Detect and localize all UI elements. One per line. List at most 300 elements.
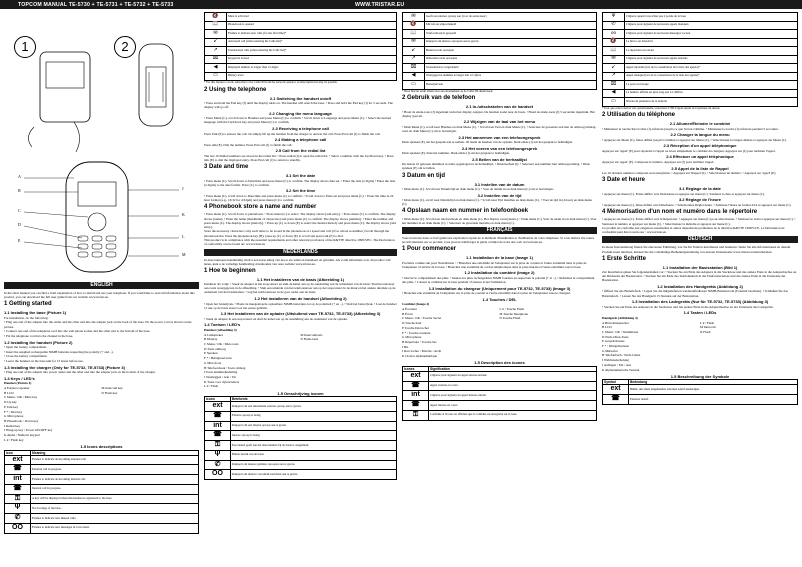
key-item: G Microphone — [402, 335, 422, 340]
text: • Press menu (C). Scroll down to Date/time and press menu (C) to confirm. The display shows date set. • Enter the date (2 digits) • Enter the date (2 digits) to the date format. Press (C) to confirm. — [204, 178, 396, 187]
text: • Leave the handset on the base unit for 15 hours before use. — [4, 359, 84, 364]
heading-2-1: 2.1 Switching the handset on/off — [269, 95, 332, 101]
text: Handgerät (Abbildung 4) — [602, 315, 638, 320]
table-cell: Flashes to indicate new calls (for the first time)* — [227, 30, 397, 39]
phone-illustration — [4, 12, 199, 280]
text: For installation, do the following: — [4, 315, 49, 320]
table-row — [5, 514, 199, 524]
key-list — [4, 386, 199, 442]
key-item: J Neerleggen / Aan / Uit — [204, 374, 236, 379]
lang-dutch: NEDERLANDS — [204, 249, 397, 256]
key-item: I Wahlwiederholung — [602, 358, 629, 363]
mute-icon: 🔇 — [403, 21, 425, 30]
table-cell: Appel interne en cours. — [429, 401, 597, 411]
text: Press Talk (E) to answer the call. Or simply lift up the handset from the charger to answer the call. Press End call (J) to finish the call. — [204, 131, 381, 136]
table-row — [603, 81, 798, 90]
table-row — [205, 470, 397, 480]
phone-icon: ☎ — [205, 431, 231, 441]
table-header: Symbol — [603, 380, 629, 385]
key-item: N Flash-toets — [300, 337, 319, 342]
table-row — [403, 401, 597, 411]
label-j: J — [182, 186, 184, 191]
lang-english: ENGLISH — [4, 282, 199, 289]
column-4 — [602, 12, 798, 405]
table-row — [5, 504, 199, 514]
table-row — [5, 475, 199, 485]
declaration: This product is in compliance with the essential requirements and other relevant provisions of the R&TTE directive 1999/5/EC. The Declaration of conformity can be found on: www.tristar.eu — [204, 238, 395, 247]
intro-nl: In deze beknopte handleiding vindt u een korte uitleg van hoe u uw telefoon installeert en gebruikt. Als u alle informatie over dit product wilt lezen, kunt u de volledige handleiding downloaden van onze website www.tristar.eu. — [204, 257, 391, 266]
heading-nl-3: 3 Datum en tijd — [402, 172, 446, 179]
heading-fr-1: 1 Pour commencer — [402, 246, 457, 253]
table-row — [603, 47, 798, 56]
heading-nl-1-5: 1.5 Omschrijving iconen — [277, 390, 324, 396]
heading-fr-2: 2 Utilisation du téléphone — [602, 112, 676, 119]
key-item: F * / Klingeltontaste — [602, 344, 630, 349]
key-item: J Hang-up key / Power ON/OFF key — [4, 428, 53, 433]
antenna-icon: Ψ — [5, 504, 31, 514]
text: • Insert the supplied rechargeable NiMH batteries respecting the polarity (+ and –). — [4, 349, 114, 354]
lang-german: DEUTSCH — [602, 236, 798, 243]
table-cell: Knippert om nieuwe oproepen aan te geven — [425, 38, 597, 47]
table-row — [205, 411, 397, 421]
text: Zur Installation gehen Sie folgendermaßen vor: • Stecken Sie ein Ende des Adapters in die Steckdose und das andere Ende in die Adapterbuchse an der Rückseite der Basisstation. • Stecken Sie ein Ende des Telefonkabels in die Telefonsteckdose und das andere Ende in die Unterseite der Basisstation. — [602, 270, 797, 283]
key-item: C Menu / OK / Touche Secret — [402, 316, 442, 321]
key-item: N Flash key — [101, 390, 118, 395]
text: • Druk Menu (C), scroll naar Handset en druk Menu (C). • Scroll naar Taal en druk Menu (C). • Selecteer de gewenste taal met de omhoog/omlaag-toets en druk Menu (C) om te bevestigen. — [402, 124, 597, 133]
table-cell: Appel externe en cours. — [429, 381, 597, 391]
table-cell: Keypad is locked — [227, 55, 397, 64]
heading-2-3: 2.3 Receiving a telephone call — [272, 126, 329, 132]
table-cell: Appel manqué (lors de la consultation de la liste des appels)* — [625, 72, 798, 81]
label-e: E — [18, 238, 21, 243]
new-call-icon: ✉ — [403, 13, 425, 22]
table-cell: Battery level — [227, 72, 397, 81]
table-row — [5, 465, 199, 475]
intro-fr: Vous trouverez dans ce bref guide une explication rapide de la méthode d'installation et d'utilisation de votre téléphone. Si vous désirez lire toutes les informations sur ce produit, vous pouvez télécharger le guide complet de notre site web www.tristar.eu. — [402, 236, 595, 245]
key-item: B Display — [204, 337, 218, 342]
voicemail-icon: oo — [603, 30, 625, 39]
heading-fr-1-5: 1.5 Description des icones — [474, 360, 525, 366]
table-cell: Interne oproep is bezig. — [231, 431, 397, 441]
heading-fr-3-2: 3.2 Réglage de l'heure — [678, 197, 722, 203]
table-cell: Clignote pour signaler de nouveaux appels manqués — [625, 21, 798, 30]
text: • Ouvrez le compartiment des piles. • Insérez les piles rechargeables NiMH fournies en respectant la polarité (+ et –). • Refermez le compartiment des piles. • Laissez le combiné sur la base pendant 15 heures avant l'utilisation. — [402, 275, 595, 285]
table-cell: Answered call (when entering the Calls list)* — [227, 38, 397, 47]
table-cell: Internal call in progress. — [31, 484, 199, 494]
table-header: Icon — [5, 450, 31, 455]
key-item: C Menu / OK / Mute toets — [204, 341, 239, 346]
key-item: B LCD — [602, 325, 612, 330]
key-item: F * / Touche sonnerie — [402, 330, 431, 335]
key-item: K Alpha / Numeric keypad — [4, 433, 40, 438]
table-cell: Batterijniveau — [425, 81, 597, 90]
table-row — [5, 455, 199, 465]
key-icon: ⚿ — [5, 494, 31, 504]
keylock-icon: ⌧ — [205, 55, 227, 64]
battery-icon: ▭ — [403, 81, 425, 90]
table-row — [205, 21, 397, 30]
heading-nl-1-2: 1.2 Het installeren van de handset (Afbeelding 2) — [254, 296, 347, 302]
heading-fr-1-4: 1.4 Touches / DEL — [482, 296, 517, 302]
text: The last 10 dialled numbers are stored in the redial list. • Press redial (I) to open the redial list. • Select a number with the Up/Down key. • Press talk (E) to dial the displayed entry. Press End call (J) to return to standby. — [204, 153, 394, 162]
arrow-icon: ◀ — [205, 64, 227, 73]
table-cell: Flashes to indicate new missed calls. — [31, 514, 199, 524]
heading-nl-2-5: 2.5 Bellen van de herhaallijst — [472, 156, 527, 162]
key-item: N Flash — [700, 329, 711, 334]
key-item: E Spreken — [204, 351, 218, 356]
table-cell: A key will be displayed when this handset is registered to the base. — [31, 494, 199, 504]
table-cell: Appel répondu (lors de la consultation de la liste des appels)* — [625, 64, 798, 73]
text: Combiné (Image 4) — [402, 302, 430, 307]
key-list-nl — [204, 333, 397, 389]
heading-fr-1-2: 1.2 Installation du combiné (Image 2) — [464, 270, 535, 276]
ext-icon: ext — [603, 385, 629, 395]
table-row — [205, 64, 397, 73]
text: Les 10 derniers numéros composés sont enregistrés. • Appuyez sur 'Rappel' (I). • Sélectionnez un numéro. • Appuyez sur 'appel' (E). — [602, 171, 777, 176]
heading-fr-2-3: 2.3 Réception d'un appel téléphonique — [663, 143, 737, 149]
heading-de-1-2: 1.2 Installation des Handgeräts (Abbildung 2) — [657, 283, 743, 289]
table-cell: Weergegeven nummer is langer dan 12 cijfers — [425, 72, 597, 81]
icon-table-nl — [204, 396, 397, 480]
table-row — [603, 21, 798, 30]
figure-number-1: 1 — [14, 36, 36, 58]
key-item: E Talk key — [4, 404, 19, 409]
heading-2: 2 Using the telephone — [204, 86, 267, 93]
unanswered-call-icon: ↗ — [205, 47, 227, 56]
key-item: G Microphone — [4, 414, 24, 419]
heading-nl-1: 1 Hoe te beginnen — [204, 267, 256, 274]
table-row — [205, 460, 397, 470]
icon-table-fr-2 — [602, 12, 798, 107]
heading-de-1: 1 Erste Schritte — [602, 255, 647, 262]
voicemail-icon: OO — [205, 470, 231, 480]
table-cell: Clignote pour signaler de nouveaux appels entrants — [625, 55, 798, 64]
heading-de-1-5: 1.5 Beschreibung der Symbole — [670, 373, 730, 379]
table-cell: Buiten bereik van de basis. — [231, 450, 397, 460]
label-d: D — [18, 222, 21, 227]
table-cell: Externer Anruf. — [629, 395, 798, 405]
key-item: D Toets omhoog — [204, 346, 226, 351]
text: Appuyez sur 'appel' (E). Composez le numéro. Appuyez sur (J) pour terminer l'appel. — [602, 159, 715, 164]
illustrations — [4, 12, 199, 280]
table-row — [603, 30, 798, 39]
heading-3-1: 3.1 Set the date — [285, 173, 316, 178]
heading-1-5: 1.5 Icons descriptions — [80, 444, 123, 450]
battery-icon: ▭ — [205, 72, 227, 81]
key-item: J Auflegen / Ein / Aus — [602, 362, 632, 367]
table-row — [403, 391, 597, 401]
table-row — [403, 38, 597, 47]
heading-nl-1-4: 1.4 Toetsen / LED's — [204, 322, 241, 328]
table-row — [403, 381, 597, 391]
table-cell: Beantwoorde oproepen — [425, 47, 597, 56]
heading-nl-2-1: 2.1 In-/uitschakelen van de handset — [465, 104, 534, 110]
int-icon: int — [205, 421, 231, 431]
key-item: G Mikrofon — [602, 348, 618, 353]
new-call-icon: ✉ — [205, 30, 227, 39]
table-cell: Microfoon uitgeschakeld — [425, 21, 597, 30]
text: Druk spreken (E). Kies het nummer. Druk einde (J) om het gesprek te beëindigen. — [402, 151, 511, 156]
text: De laatste 10 gekozen nummers worden opgeslagen in de herhaallijst. • Druk herhaal (I). • Selecteer een nummer met omhoog/omlaag. • Druk spreken (E) om te bellen. — [402, 162, 590, 171]
table-row — [403, 72, 597, 81]
ext-icon: ext — [5, 455, 31, 465]
heading-1-1: 1.1 Installing the base (Picture 1) — [4, 310, 67, 316]
table-row — [205, 38, 397, 47]
table-row — [603, 55, 798, 64]
text: • Houd de einde-toets (J) ingedrukt totdat het display aangaat. De handset zoekt naar de basis. • Houd de einde-toets (J) 5 seconden ingedrukt. Het display gaat uit. — [402, 109, 595, 118]
key-item: F * / Dial key — [4, 409, 23, 414]
label-a: A — [18, 174, 21, 179]
heading-fr-3-1: 3.1 Réglage de la date — [679, 186, 721, 192]
text: Handset (Afbeelding 4) — [204, 327, 237, 332]
key-item: H Telefoonboek / Toets omlaag — [204, 365, 246, 370]
table-cell: Mute is activated — [227, 13, 397, 22]
table-cell: Not in range of the base. — [31, 504, 199, 514]
text: • Plug one end of the adapter into the outlet and the other end into the adapter jack on the back of the base. Fit the power cord as shown on the picture. — [4, 320, 192, 329]
key-item: D Touche haut — [402, 321, 422, 326]
text: • Connect one end of the telephone cord into the wall phone socket and the other end to the bottom of the base. — [4, 329, 151, 334]
heading-2-5: 2.5 Call from the redial list — [275, 148, 326, 154]
heading-1-2: 1.2 Installing the handset (Picture 2) — [4, 339, 73, 345]
table-header: Icoon — [205, 397, 231, 402]
icon-table-fr — [402, 366, 597, 421]
heading-nl-1-1: 1.1 Het installeren van de basis (Afbeelding 1) — [256, 276, 345, 282]
heading-fr-2-5: 2.5 Appel de la liste de Rappel — [671, 165, 729, 171]
table-row — [603, 395, 798, 405]
intro-de: In dieser Kurzanleitung finden Sie eine kurze Erklärung, wie Sie Ihr Telefon installieren und benutzen. Wenn Sie alle Informationen zu diesem Produkt lesen möchten, können Sie die vollständige Bedienungsanleitung von unserer Internetseite www.tristar.eu herunterladen. — [602, 245, 791, 254]
table-cell: Knippert om een interne oproep aan te geven. — [231, 421, 397, 431]
table-cell: Een sleutel geeft aan dat deze handset bij de basis is aangemeld. — [231, 441, 397, 451]
table-cell: Le micro est désactivé — [625, 38, 798, 47]
missed-call-icon: ✆ — [5, 514, 31, 524]
phone-icon: ☎ — [205, 411, 231, 421]
table-cell: Unanswered calls (when entering the Calls list)* — [227, 47, 397, 56]
header-bar — [0, 0, 802, 9]
table-row — [403, 410, 597, 420]
table-header: Icones — [403, 366, 429, 371]
table-header: Bedeutung — [629, 380, 798, 385]
intro-en: In the short manual you can find a brief explanation of how to install and use your telephone. If you would like to read all information about this product, you can download the full user guide from our website www.tristar.eu. — [4, 291, 195, 300]
icon-table-nl-2 — [402, 12, 597, 90]
table-cell: Flashes to indicate an incoming external call. — [31, 455, 199, 465]
key-item: L # / Flash key — [4, 437, 24, 442]
table-row — [403, 64, 597, 73]
heading-nl-2-3: 2.3 Het aannemen van een telefoongesprek — [458, 134, 541, 140]
heading-fr-2-2: 2.2 Changer la langue du menu — [670, 132, 730, 138]
key-item: F * / Belsignaal toets — [204, 356, 232, 361]
key-item: H Phonebook / Down key — [4, 419, 39, 423]
table-cell: Flashes to indicate new messages in voice mail. — [31, 523, 199, 533]
table-cell: Confirme si l'icone est affichée que le combiné est enregistré sur la base. — [429, 410, 597, 420]
heading-2-2: 2.2 Changing the menu language — [269, 110, 332, 116]
text: • Appuyez sur menu (C). Faites défiler vers le Répertoire. • Appuyez sur menu (C) pour sélectionner. • Saisissez le nom et appuyez sur menu (C). • Saisissez le numéro et appuyez sur menu (C). • Sélectionnez la mélodie et appuyez sur menu (C). — [602, 217, 796, 226]
table-cell: Displayed number is longer than 12 digits — [227, 64, 397, 73]
int-icon: int — [5, 475, 31, 485]
envelope-icon: ✉ — [403, 38, 425, 47]
text: Appuyez sur 'appel' (E) pour répondre à l'appel ou levez simplement le combiné du chargeur. Appuyez sur (J) pour terminer l'appel. — [602, 148, 776, 153]
ext-icon: ext — [403, 371, 429, 381]
table-cell: Telefoonboek is geopend — [425, 30, 597, 39]
antenna-icon: Ψ — [205, 450, 231, 460]
table-row — [403, 371, 597, 381]
text: • Appuyez sur Menu (C), faites défiler jusqu'à Combiné et appuyez sur Menu (C). • Sélectionnez la langue désirée et appuyez sur Menu (C). — [602, 137, 787, 142]
key-item: L # / Flash — [700, 320, 715, 325]
key-list-fr — [402, 307, 597, 359]
table-cell: Geeft een nieuwe oproep aan (voor de eerste keer) — [425, 13, 597, 22]
phonebook-icon: 📖 — [403, 30, 425, 39]
table-row — [205, 431, 397, 441]
key-item: N Touche Flash — [499, 316, 521, 321]
key-item: A Luidspreker — [204, 332, 223, 337]
key-item: I Bis — [402, 344, 409, 349]
table-cell: Clignote pour signaler un appel interne entrant. — [429, 391, 597, 401]
text: • Druk menu (C). Scroll naar Datum/tijd en druk menu (C). • Voer de datum in en druk menu (C) om te bevestigen. — [402, 187, 554, 191]
text: • Druk menu (C), scroll naar Datum/tijd en druk menu (C). • Scroll naar Tijd instellen en druk menu (C). • Voer de tijd in (24 uur) en druk menu (C). — [402, 198, 592, 207]
table-row — [205, 421, 397, 431]
table-header: Meaning — [31, 450, 199, 455]
key-item: A Earpiece speaker — [4, 386, 30, 391]
footnote: * For this feature to work, subscribe to the Caller ID from the network operator. A subscription fee may be payable. — [204, 80, 338, 84]
heading-fr-1-1: 1.1 Installation de la base (Image 1) — [466, 255, 533, 261]
text: Handset (Picture 4) — [4, 381, 32, 386]
key-item: I Toets nummerherhaling — [204, 370, 238, 375]
heading-nl-3-2: 3.2 Instellen van de tijd — [477, 192, 522, 198]
table-row — [403, 47, 597, 56]
table-row — [5, 523, 199, 533]
text: • Steek de adapter in een stopcontact en sluit de kabel aan op de aansluiting aan de onderkant van de oplader. — [204, 316, 348, 321]
key-item: M Intercom — [700, 325, 716, 330]
table-row — [603, 13, 798, 22]
heading-fr-1-3: 1.3 Installation du chargeur (Uniquement pour TE-5732, TE-5733) (Image 3) — [428, 285, 571, 291]
text: • Press Menu (C), scroll down to Handset and press Menu (C) to confirm. • Scroll down to Language and press Menu (C). • Select the desired language with the Up/Down key and press Menu (C) to confirm. — [204, 116, 392, 125]
label-k: K — [182, 212, 185, 217]
site-url: WWW.TRISTAR.EU — [355, 1, 405, 8]
heading-nl-2: 2 Gebruik van de telefoon — [402, 95, 476, 102]
table-row — [603, 38, 798, 47]
footnote: * Deze functie werkt alleen als u een abonnement op de Caller ID-dienst heeft. — [402, 88, 494, 93]
table-cell: External call in progress. — [31, 465, 199, 475]
table-cell: Niveau de puissance de la batterie — [625, 98, 798, 107]
heading-de-1-3: 1.3 Installation des Ladegeräts (Nur für TE-5732, TE-5733) (Abbildung 3) — [631, 299, 769, 305]
text: • Fix the telephone cord into the channel in the base. — [4, 333, 74, 338]
envelope-icon: ✉ — [603, 55, 625, 64]
text: • Branchez une extrémité de l'adaptateur sur la prise de courant et l'autre extrémité dans la prise de l'adaptateur sous le chargeur. — [402, 291, 571, 296]
heading-fr-2-1: 2.1 Allumer/Éteindre le combiné — [669, 121, 731, 127]
key-item: E Gesprächstaste — [602, 339, 625, 344]
table-row — [403, 55, 597, 64]
heading-fr-4: 4 Mémorisation d'un nom et numéro dans le répertoire — [602, 208, 758, 215]
heading-de-1-4: 1.4 Tasten / LEDs — [683, 310, 717, 316]
table-cell: Knippert om een inkomende externe oproep aan te geven. — [231, 402, 397, 412]
table-row — [205, 441, 397, 451]
heading-nl-2-2: 2.2 Wijzigen van de taal van het menu — [463, 119, 536, 125]
table-row — [5, 484, 199, 494]
key-list-de — [602, 321, 798, 373]
heading-nl-3-1: 3.1 Instellen van de datum — [474, 181, 525, 187]
table-cell: Knippert om nieuwe gemiste oproepen aan te geven. — [231, 460, 397, 470]
key-item: B Écran — [402, 311, 413, 316]
icon-table-en-2 — [204, 12, 397, 81]
key-item: K Clavier alphanumérique — [402, 354, 437, 359]
heading-fr-2-4: 2.4 Effectuer un appel téléphonique — [666, 154, 734, 160]
antenna-icon: Ψ — [603, 13, 625, 22]
table-cell: Clignote pour signaler un appel externe entrant. — [429, 371, 597, 381]
label-m: M — [182, 252, 186, 257]
key-item: I Redial key — [4, 423, 21, 428]
keylock-icon: ⌧ — [603, 81, 625, 90]
key-icon: ⚿ — [205, 441, 231, 451]
table-cell: Toetsenblok is vergrendeld — [425, 64, 597, 73]
label-c: C — [18, 208, 21, 213]
table-cell: Knippert om nieuwe voicemail-berichten aan te geven. — [231, 470, 397, 480]
text: Press talk (E). Dial the number. Press End call (J) to finish the call. — [204, 142, 293, 147]
table-header: Signification — [429, 366, 597, 371]
text: Store the necessary characters: only each letter to be stored in the phonebook at a speed and call. (If so whole re-number.) Scroll through the phonebook list. Press the phonebook key (H), press up (C) or down (E) to scroll and press talk (E) to dial. — [204, 229, 390, 238]
table-row — [403, 13, 597, 22]
missed-call-icon: ✆ — [205, 460, 231, 470]
text: • Öffnen Sie das Batteriefach. • Legen Sie die mitgelieferten wiederaufladbaren NiMH-Batterien ein (Polarität beachten). • Schließen Sie das Batteriefach. • Lassen Sie das Handgerät 15 Stunden auf der Basisstation. — [602, 289, 788, 298]
key-item: K Toets voor cijfers/letters — [204, 379, 240, 384]
table-row — [603, 385, 798, 395]
key-item: L # / Touche Flash — [499, 307, 524, 312]
heading-4: 4 Phonebook store a name and number — [204, 203, 317, 210]
key-item: D Nach-Oben-Taste — [602, 334, 629, 339]
lang-french: FRANÇAIS — [402, 227, 597, 234]
table-row — [205, 47, 397, 56]
heading-nl-2-4: 2.4 Het voeren van een telefoongesprek — [461, 145, 538, 151]
mute-icon: 🔇 — [603, 38, 625, 47]
phonebook-icon: 📖 — [205, 21, 227, 30]
text: • Stecken Sie ein Ende des Adapters in die Steckdose und das andere Ende in die Adapterbuchse an der Unterseite des Ladegeräts. — [602, 304, 774, 309]
key-item: J Raccrocher / Marche / Arrêt — [402, 349, 442, 354]
text: • Appuyez sur menu (C). Faites défiler vers Date/heure et appuyez sur menu (C). Saisissez la date et appuyez sur menu (C). — [602, 191, 765, 196]
answered-call-icon: ↙ — [603, 64, 625, 73]
phone-icon: ☎ — [5, 484, 31, 494]
table-row — [403, 30, 597, 39]
voicemail-icon: OO — [5, 523, 31, 533]
mute-icon: 🔇 — [205, 13, 227, 22]
text: • Appuyez sur menu (C), faites défiler vers Date/heure. • Sélectionnez Régler heure. • Saisissez l'heure au format 24 h et appuyez sur menu (C). — [602, 202, 792, 207]
key-item: H Telefonbuch / Nach-Unten — [602, 353, 641, 358]
key-item: B LCD — [4, 390, 14, 395]
icon-table-en — [4, 450, 199, 534]
heading-nl-1-3: 1.3 Het installeren van de oplader (Uitsluitend voor TE-5732, TE-5733) (Afbeelding 3) — [220, 311, 381, 317]
table-cell: Externe oproep is bezig. — [231, 411, 397, 421]
table-header: Betekenis — [231, 397, 397, 402]
table-row — [205, 402, 397, 412]
key-item: L # / Flash — [204, 384, 219, 389]
ext-icon: ext — [205, 402, 231, 412]
table-row — [205, 13, 397, 22]
heading-3: 3 Date and time — [204, 164, 249, 170]
phone-icon: ☎ — [403, 381, 429, 391]
table-cell: Onbeantwoorde oproepen — [425, 55, 597, 64]
key-item: H Répertoire / Touche bas — [402, 339, 437, 344]
phone-icon: ☎ — [403, 401, 429, 411]
manual-title: TOPCOM MANUAL TE-5730 + TE-5731 + TE-5732 + TE-5733 — [18, 1, 174, 8]
text: • Press menu (C). Scroll down to phonebook. • Press menu (C) to select. The display shows [add entry]. • Press menu (C) to confirm. The display shows [name]. • Enter the name (maximum 12 characters) and press menu (C) to confirm. The display shows [number]. • Enter the number and press menu (C). The display shows [melody]. • Press up (C) or down (E) to select the desired melody and press menu (C): the display shows [add entry]. — [204, 212, 396, 229]
table-row — [603, 72, 798, 81]
declaration: Ce produit est conforme aux exigences essentielles et autres dispositions pertinentes de la directive R&TTE 1999/5/CE. La Déclaration de conformité peut être trouvée sur : www.tristar.eu — [602, 226, 785, 235]
label-b: B — [18, 188, 21, 193]
table-row — [403, 21, 597, 30]
text: Druk spreken (E) om het gesprek aan te nemen. Of neem de handset van de oplader. Druk einde (J) om het gesprek te beëindigen. — [402, 140, 574, 145]
key-item: A Hörerlautsprecher — [602, 320, 629, 325]
phone-icon: ☎ — [5, 465, 31, 475]
column-english — [4, 12, 199, 534]
key-item: C Menü / OK / Stummtaste — [602, 329, 639, 334]
heading-2-4: 2.4 Making a telephone call — [274, 137, 327, 143]
